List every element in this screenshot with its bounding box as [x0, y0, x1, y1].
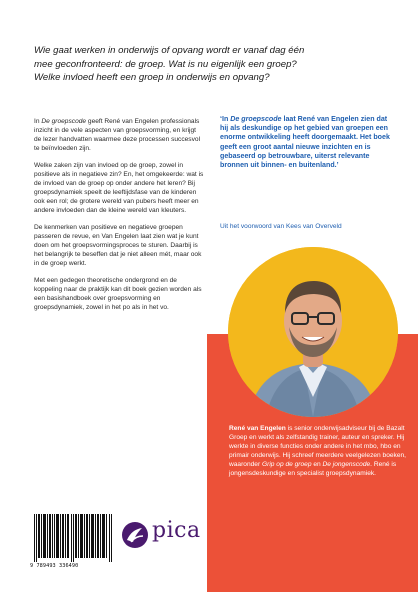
body-paragraph-1: [34, 118, 204, 154]
bio-book-title: De jongenscode: [322, 461, 371, 468]
isbn-barcode: [34, 514, 112, 562]
headline: [34, 44, 394, 85]
body-text: [34, 118, 204, 321]
body-text-fragment: In: [34, 118, 42, 125]
bio-text-fragment: . René is jongensdeskundige en specialist groepsdynamiek.: [229, 461, 397, 477]
isbn-digits: 9 789493 336490: [30, 563, 79, 569]
headline-line-1: Wie gaat werken in onderwijs of opvang wordt er vanaf dag één: [34, 45, 305, 56]
headline-line-3: Welke invloed heeft een groep in onderwijs en opvang?: [34, 72, 270, 83]
bio-text-fragment: is senior onderwijsadviseur bij de Bazalt Groep en werkt als zelfstandig trainer, auteur en spreker. Hij werkte in diverse functies onder andere in het mbo, hbo en primair onderwijs. Hij schreef meerdere veelgelezen boeken, waaronder: [229, 425, 407, 468]
author-portrait: [228, 247, 398, 417]
body-text-fragment: geeft René van Engelen professionals inzicht in de vele aspecten van groepsvorming, en krijgt de lezer handvatten waarmee deze processen succesvol te beïnvloeden zijn.: [34, 118, 201, 152]
quote-open: ‘In: [220, 115, 231, 123]
body-paragraph-2: Welke zaken zijn van invloed op de groep, zowel in positieve als in negatieve zin? En, het omgekeerde: wat is de invloed van de groep op onder andere het leren? Bij groepsdynamiek speelt de leeftijdsfase van de kinderen ook een rol; de grotere wereld van pubers heeft meer en andere invloeden dan de kleine wereld van kleuters.: [34, 162, 204, 214]
author-photo-illustration: [228, 247, 398, 417]
bio-text-fragment: en: [311, 461, 323, 468]
book-title: De groepscode: [41, 118, 87, 125]
quote-book-title: De groepscode: [230, 115, 282, 123]
publisher-name: pica: [152, 518, 201, 543]
quote-text: laat René van Engelen zien dat hij als deskundige op het gebied van groepen een enorme ontwikkeling heeft doorgemaakt. Het boek geeft een groot aantal nieuwe inzichten en is gebaseerd op betrouwbare, uiterst relevante bronnen uit binnen- en buitenland.’: [220, 115, 390, 170]
headline-line-2: mee geconfronteerd: de groep. Wat is nu eigenlijk een groep?: [34, 58, 297, 70]
body-paragraph-4: Met een gedegen theoretische ondergrond en de koppeling naar de praktijk kan dit boek gezien worden als een basishandboek over groepsvorming en groepsdynamiek, zowel in het po als in het vo.: [34, 277, 202, 311]
author-bio: [229, 424, 409, 478]
bio-book-title: Grip op de groep: [262, 461, 312, 468]
endorsement-quote: [220, 115, 395, 170]
quote-source: Uit het voorwoord van Kees van Overveld: [220, 223, 342, 230]
author-name: René van Engelen: [229, 425, 286, 432]
body-paragraph-3: De kenmerken van positieve en negatieve groepen passeren de revue, en Van Engelen laat zien wat je kunt doen om het groepsvormingsproces te sturen. Daarbij is het belangrijk te beseffen dat je niet alleen mét, maar ook in de groep werkt.: [34, 224, 202, 267]
publisher-logo-icon: [121, 521, 149, 549]
